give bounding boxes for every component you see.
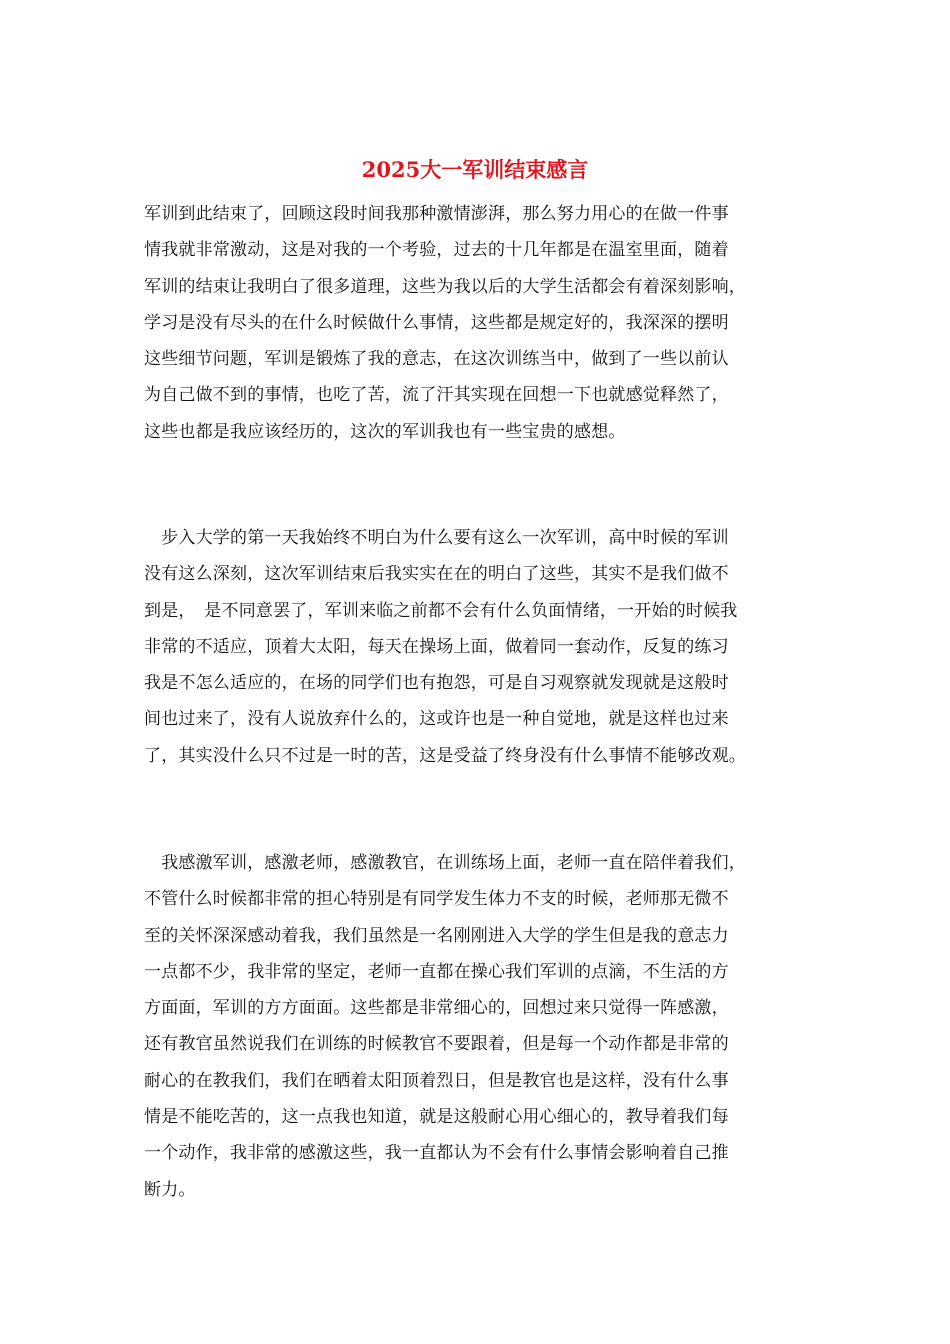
paragraph-line: 我感激军训，感激老师，感激教官，在训练场上面，老师一直在陪伴着我们， <box>144 853 746 873</box>
paragraph-line: 这些也都是我应该经历的，这次的军训我也有一些宝贵的感想。 <box>144 421 626 442</box>
paragraph-line: 情我就非常激动，这是对我的一个考验，过去的十几年都是在温室里面，随着 <box>144 240 729 261</box>
paragraph-line: 步入大学的第一天我始终不明白为什么要有这么一次军训，高中时候的军训 <box>144 528 729 548</box>
paragraph-line: 还有教官虽然说我们在训练的时候教官不要跟着，但是每一个动作都是非常的 <box>144 1034 729 1055</box>
paragraph-line: 断力。 <box>144 1179 196 1200</box>
paragraph-3 <box>144 845 834 1208</box>
paragraph-line: 了，其实没什么只不过是一时的苦，这是受益了终身没有什么事情不能够改观。 <box>144 745 746 766</box>
paragraph-line: 为自己做不到的事情，也吃了苦，流了汗其实现在回想一下也就感觉释然了， <box>144 385 729 406</box>
paragraph-line: 没有这么深刻，这次军训结束后我实实在在的明白了这些，其实不是我们做不 <box>144 564 729 585</box>
document-title: 2025大一军训结束感言 <box>361 157 589 182</box>
paragraph-line: 军训的结束让我明白了很多道理，这些为我以后的大学生活都会有着深刻影响， <box>144 276 746 297</box>
paragraph-line: 军训到此结束了，回顾这段时间我那种激情澎湃，那么努力用心的在做一件事 <box>144 204 729 224</box>
paragraph-line: 方面面，军训的方方面面。这些都是非常细心的，回想过来只觉得一阵感激， <box>144 998 729 1019</box>
paragraph-line: 耐心的在教我们，我们在晒着太阳顶着烈日，但是教官也是这样，没有什么事 <box>144 1070 729 1091</box>
paragraph-line: 一点都不少，我非常的坚定，老师一直都在操心我们军训的点滴，不生活的方 <box>144 961 729 982</box>
paragraph-line: 到是， 是不同意罢了，军训来临之前都不会有什么负面情绪，一开始的时候我 <box>144 600 738 621</box>
paragraph-line: 情是不能吃苦的，这一点我也知道，就是这般耐心用心细心的，教导着我们每 <box>144 1107 729 1128</box>
paragraph-1 <box>144 196 834 450</box>
paragraph-line: 非常的不适应，顶着大太阳，每天在操场上面，做着同一套动作，反复的练习 <box>144 636 729 657</box>
paragraph-line: 学习是没有尽头的在什么时候做什么事情，这些都是规定好的，我深深的摆明 <box>144 312 729 333</box>
paragraph-line: 间也过来了，没有人说放弃什么的，这或许也是一种自觉地，就是这样也过来 <box>144 709 729 730</box>
paragraph-line: 一个动作，我非常的感激这些，我一直都认为不会有什么事情会影响着自己推 <box>144 1143 729 1164</box>
paragraph-line: 不管什么时候都非常的担心特别是有同学发生体力不支的时候，老师那无微不 <box>144 889 729 910</box>
paragraph-2 <box>144 520 834 774</box>
paragraph-line: 这些细节问题，军训是锻炼了我的意志，在这次训练当中，做到了一些以前认 <box>144 349 729 370</box>
paragraph-line: 我是不怎么适应的，在场的同学们也有抱怨，可是自习观察就发现就是这般时 <box>144 673 729 694</box>
paragraph-line: 至的关怀深深感动着我，我们虽然是一名刚刚进入大学的学生但是我的意志力 <box>144 925 729 946</box>
